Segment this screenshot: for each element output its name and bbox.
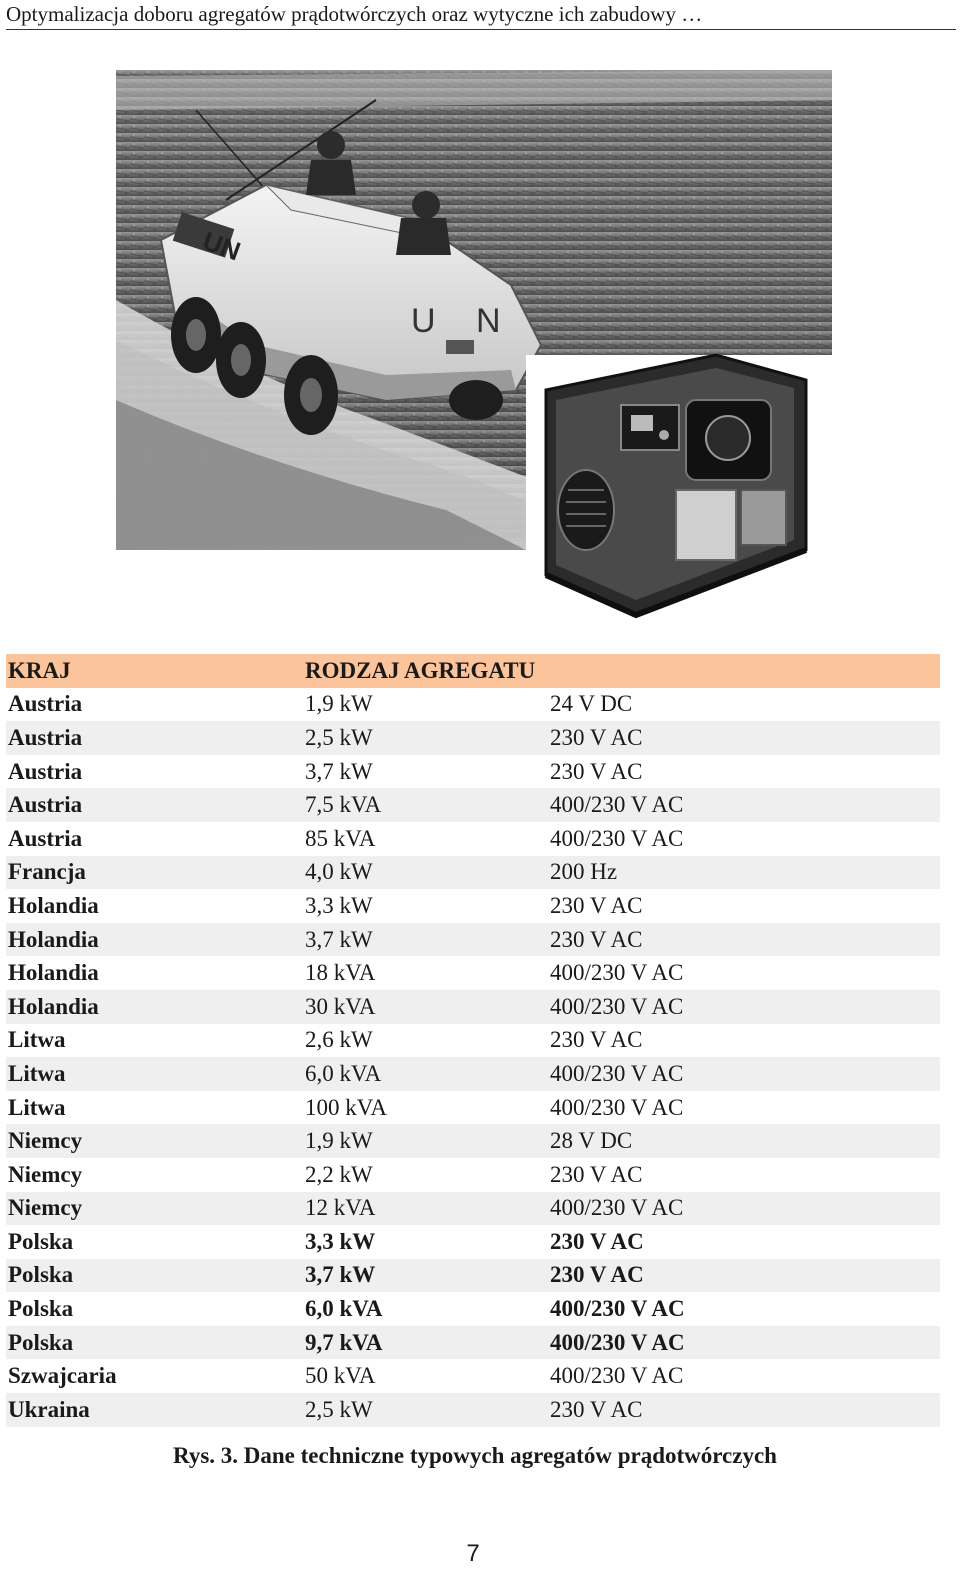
- cell-power: 18 kVA: [305, 960, 376, 986]
- cell-country: Polska: [6, 1326, 305, 1360]
- cell-power: 85 kVA: [305, 825, 376, 851]
- table-row: [6, 1158, 940, 1192]
- cell-power: 100 kVA: [305, 1094, 388, 1120]
- vehicle-marking-u: U: [411, 302, 436, 340]
- cell-power: 3,3 kW: [305, 892, 373, 918]
- cell-spec: 230 V AC: [550, 1393, 940, 1427]
- cell-power: 2,2 kW: [305, 1161, 373, 1187]
- table-row: [6, 1124, 940, 1158]
- table-row: [6, 1259, 940, 1293]
- cell-country: Litwa: [8, 1027, 66, 1053]
- cell-spec: 400/230 V AC: [550, 825, 684, 851]
- cell-country: Holandia: [8, 960, 99, 986]
- cell-spec: 400/230 V AC: [550, 1363, 684, 1389]
- cell-country: Litwa: [6, 1057, 305, 1091]
- table-row: [6, 721, 940, 755]
- cell-country: Niemcy: [8, 1161, 83, 1187]
- cell-spec: 230 V AC: [550, 1027, 643, 1053]
- cell-power: 6,0 kVA: [305, 1057, 550, 1091]
- cell-power: 1,9 kW: [305, 1124, 550, 1158]
- cell-spec: 28 V DC: [550, 1124, 940, 1158]
- cell-power: 2,5 kW: [305, 1393, 550, 1427]
- table-row: [6, 990, 940, 1024]
- cell-spec: 400/230 V AC: [550, 990, 940, 1024]
- page-number: 7: [466, 1540, 480, 1567]
- cell-power: 2,5 kW: [305, 721, 550, 755]
- cell-country: Austria: [6, 721, 305, 755]
- cell-spec: 400/230 V AC: [550, 960, 684, 986]
- generator-data-table: [6, 654, 940, 1427]
- cell-spec: 230 V AC: [550, 758, 643, 784]
- cell-spec: 400/230 V AC: [550, 1192, 940, 1226]
- cell-power: 3,7 kW: [305, 1259, 550, 1293]
- table-row: [6, 822, 940, 856]
- cell-power: 3,7 kW: [305, 923, 550, 957]
- cell-power: 4,0 kW: [305, 856, 550, 890]
- cell-country: Polska: [8, 1228, 74, 1254]
- cell-spec: 230 V AC: [550, 1259, 940, 1293]
- cell-spec: 400/230 V AC: [550, 788, 940, 822]
- cell-country: Austria: [8, 758, 83, 784]
- cell-country: Polska: [8, 1296, 74, 1322]
- cell-spec: 230 V AC: [550, 923, 940, 957]
- vehicle-marking-side: UN: [198, 225, 245, 267]
- cell-country: Francja: [6, 856, 305, 890]
- table-row: [6, 1326, 940, 1360]
- table-row: [6, 889, 940, 923]
- cell-spec: 400/230 V AC: [550, 1326, 940, 1360]
- cell-power: 6,0 kVA: [305, 1296, 383, 1322]
- header-country: KRAJ: [6, 654, 305, 688]
- cell-country: Polska: [6, 1259, 305, 1293]
- cell-power: 2,6 kW: [305, 1027, 373, 1053]
- table-row: [6, 1024, 940, 1058]
- header-generator-type: RODZAJ AGREGATU: [305, 654, 940, 688]
- cell-country: Szwajcaria: [8, 1363, 117, 1389]
- cell-country: Austria: [6, 788, 305, 822]
- cell-country: Litwa: [8, 1094, 66, 1120]
- table-row: [6, 1192, 940, 1226]
- cell-country: Niemcy: [6, 1192, 305, 1226]
- cell-power: 3,7 kW: [305, 758, 373, 784]
- table-body: [6, 688, 940, 1427]
- table-row: [6, 1393, 940, 1427]
- cell-power: 9,7 kVA: [305, 1326, 550, 1360]
- cell-spec: 230 V AC: [550, 721, 940, 755]
- cell-spec: 24 V DC: [550, 691, 633, 717]
- table-row: [6, 956, 940, 990]
- cell-country: Ukraina: [6, 1393, 305, 1427]
- cell-country: Austria: [8, 691, 83, 717]
- cell-country: Austria: [8, 825, 83, 851]
- cell-power: 1,9 kW: [305, 691, 373, 717]
- cell-spec: 230 V AC: [550, 1161, 643, 1187]
- table-row: [6, 1057, 940, 1091]
- table-row: [6, 788, 940, 822]
- cell-spec: 230 V AC: [550, 1228, 644, 1254]
- cell-spec: 400/230 V AC: [550, 1094, 684, 1120]
- cell-power: 7,5 kVA: [305, 788, 550, 822]
- table-row: [6, 1292, 940, 1326]
- cell-spec: 200 Hz: [550, 856, 940, 890]
- table-row: [6, 1225, 940, 1259]
- table-row: [6, 688, 940, 722]
- figure-caption: Rys. 3. Dane techniczne typowych agregatów prądotwórczych: [173, 1443, 777, 1468]
- generator-unit: [526, 355, 832, 620]
- table-row: [6, 755, 940, 789]
- cell-power: 30 kVA: [305, 990, 550, 1024]
- cell-power: 3,3 kW: [305, 1228, 376, 1254]
- cell-country: Holandia: [6, 923, 305, 957]
- cell-spec: 400/230 V AC: [550, 1057, 940, 1091]
- figure-photo: [116, 70, 832, 620]
- table-header-row: [6, 654, 940, 688]
- cell-power: 12 kVA: [305, 1192, 550, 1226]
- cell-country: Holandia: [6, 990, 305, 1024]
- table-row: [6, 856, 940, 890]
- running-header: Optymalizacja doboru agregatów prądotwórczych oraz wytyczne ich zabudowy …: [6, 0, 956, 30]
- table-row: [6, 1091, 940, 1125]
- cell-spec: 400/230 V AC: [550, 1296, 685, 1322]
- table-row: [6, 923, 940, 957]
- cell-power: 50 kVA: [305, 1363, 376, 1389]
- vehicle-marking-n: N: [476, 302, 501, 340]
- table-row: [6, 1359, 940, 1393]
- cell-country: Niemcy: [6, 1124, 305, 1158]
- cell-spec: 230 V AC: [550, 892, 643, 918]
- cell-country: Holandia: [8, 892, 99, 918]
